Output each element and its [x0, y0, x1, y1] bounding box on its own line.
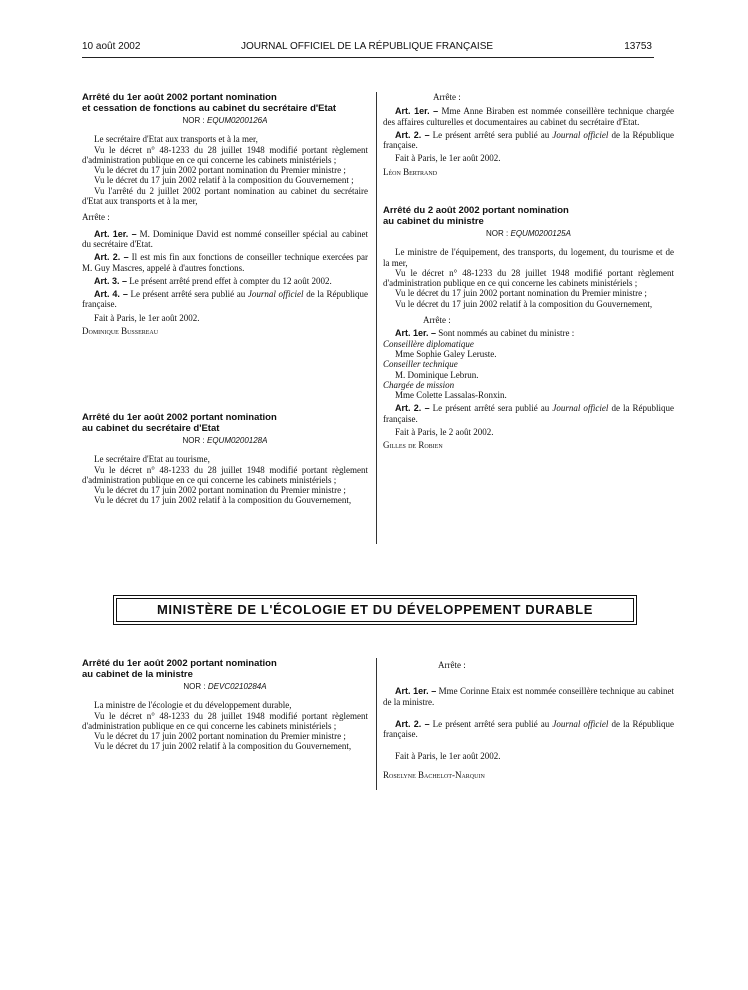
appointee-2: M. Dominique Lebrun.: [395, 369, 479, 380]
decree-left-top: [82, 93, 368, 336]
signing-date: Fait à Paris, le 1er août 2002.: [395, 751, 501, 762]
preamble-3: Vu le décret du 17 juin 2002 portant nomination du Premier ministre ;: [94, 485, 346, 496]
decree-title-line2: au cabinet du secrétaire d'Etat: [82, 422, 220, 434]
nor-reference: NOR : EQUM0200128A: [182, 436, 268, 445]
header-rule: [82, 57, 654, 58]
decree-title-line2: au cabinet de la ministre: [82, 668, 193, 680]
journal-title: JOURNAL OFFICIEL DE LA RÉPUBLIQUE FRANÇAISE: [240, 41, 494, 52]
article-2: Art. 2. – Le présent arrêté sera publié au Journal officiel de la République française.: [383, 403, 675, 424]
arrete-label: Arrête :: [433, 92, 461, 102]
preamble-4: Vu le décret du 17 juin 2002 relatif à la composition du Gouvernement,: [395, 298, 653, 309]
decree-title-line2: et cessation de fonctions au cabinet du secrétaire d'Etat: [82, 102, 337, 114]
nor-reference: NOR : EQUM0200125A: [486, 229, 571, 238]
signature: Gilles de Robien: [383, 440, 443, 451]
arrete-label: Arrête :: [438, 660, 466, 670]
preamble-1: La ministre de l'écologie et du développement durable,: [94, 700, 292, 711]
page-header: [82, 41, 652, 57]
decree-title-line2: au cabinet du ministre: [383, 215, 484, 227]
column-divider: [376, 92, 377, 544]
article-1: Art. 1er. – Mme Anne Biraben est nommée conseillère technique chargée des affaires culturelles et documentaires au cabinet du secrétaire d'Etat.: [383, 106, 675, 127]
decree-right-bottom: [383, 660, 674, 780]
appointee-1: Mme Sophie Galey Leruste.: [395, 348, 497, 359]
article-1: Art. 1er. – M. Dominique David est nommé conseiller spécial au cabinet du secrétaire d'Etat.: [82, 228, 369, 249]
arrete-label: Arrête :: [423, 315, 451, 326]
decree-title-line1: Arrêté du 1er août 2002 portant nomination: [82, 658, 277, 669]
preamble-3: Vu le décret du 17 juin 2002 portant nomination du Premier ministre ;: [94, 165, 346, 176]
column-divider-bottom: [376, 658, 377, 790]
decree-title-line1: Arrêté du 1er août 2002 portant nomination: [82, 412, 277, 423]
decree-title-line1: Arrêté du 2 août 2002 portant nomination: [383, 205, 569, 216]
nor-reference: NOR : EQUM0200126A: [182, 116, 268, 125]
preamble-3: Vu le décret du 17 juin 2002 portant nomination du Premier ministre ;: [395, 288, 647, 299]
role-heading-1: Conseillère diplomatique: [383, 338, 474, 349]
preamble-4: Vu le décret du 17 juin 2002 relatif à la composition du Gouvernement,: [94, 741, 352, 752]
preamble-4: Vu le décret du 17 juin 2002 relatif à la composition du Gouvernement ;: [94, 175, 354, 186]
role-heading-2: Conseiller technique: [383, 359, 458, 370]
page-number: 13753: [624, 41, 652, 52]
signing-date: Fait à Paris, le 1er août 2002.: [94, 312, 200, 323]
signature: Dominique Bussereau: [82, 326, 159, 337]
preamble-1: Le secrétaire d'Etat aux transports et à la mer,: [94, 134, 258, 145]
preamble-4: Vu le décret du 17 juin 2002 relatif à la composition du Gouvernement,: [94, 495, 352, 506]
decree-right-top: [383, 92, 674, 177]
signing-date: Fait à Paris, le 1er août 2002.: [395, 153, 501, 164]
article-2: Art. 2. – Il est mis fin aux fonctions de conseiller technique exercées par M. Guy Mascres, appelé à d'autres fonctions.: [82, 252, 369, 273]
preamble-3: Vu le décret du 17 juin 2002 portant nomination du Premier ministre ;: [94, 731, 346, 742]
nor-reference: NOR : DEVC0210284A: [183, 682, 267, 691]
signature: Léon Bertrand: [383, 166, 438, 177]
preamble-2: Vu le décret n° 48-1233 du 28 juillet 1948 modifié portant règlement d'administration publique en ce qui concerne les cabinets ministériels ;: [82, 144, 368, 165]
preamble-2: Vu le décret n° 48-1233 du 28 juillet 1948 modifié portant règlement d'administration publique en ce qui concerne les cabinets ministériels ;: [383, 267, 674, 289]
article-1: Art. 1er. – Mme Corinne Etaix est nommée conseillère technique au cabinet de la ministre.: [383, 686, 675, 707]
arrete-label: Arrête :: [82, 212, 110, 223]
issue-date: 10 août 2002: [82, 41, 141, 52]
decree-right-mid: [383, 206, 674, 451]
preamble-5: Vu l'arrêté du 2 juillet 2002 portant nomination au cabinet du secrétaire d'Etat aux transports et à la mer,: [82, 185, 368, 207]
preamble-2: Vu le décret n° 48-1233 du 28 juillet 1948 modifié portant règlement d'administration publique en ce qui concerne les cabinets ministériels ;: [82, 710, 368, 731]
signature: Roselyne Bachelot-Narquin: [383, 769, 485, 780]
ministry-banner: MINISTÈRE DE L'ÉCOLOGIE ET DU DÉVELOPPEMENT DURABLE: [116, 598, 634, 622]
signing-date: Fait à Paris, le 2 août 2002.: [395, 427, 494, 438]
article-2: Art. 2. – Le présent arrêté sera publié au Journal officiel de la République française.: [383, 718, 675, 740]
appointee-3: Mme Colette Lassalas-Ronxin.: [395, 390, 507, 401]
preamble-1: Le ministre de l'équipement, des transports, du logement, du tourisme et de la mer,: [383, 247, 674, 268]
preamble-2: Vu le décret n° 48-1233 du 28 juillet 1948 modifié portant règlement d'administration publique en ce qui concerne les cabinets ministériels ;: [82, 464, 368, 485]
decree-title-line1: Arrêté du 1er août 2002 portant nomination: [82, 92, 277, 103]
decree-left-mid: [82, 413, 368, 506]
role-heading-3: Chargée de mission: [383, 379, 455, 390]
preamble-1: Le secrétaire d'Etat au tourisme,: [94, 454, 210, 465]
article-3: Art. 3. – Le présent arrêté prend effet à compter du 12 août 2002.: [94, 275, 332, 286]
article-4: Art. 4. – Le présent arrêté sera publié au Journal officiel de la République française.: [82, 289, 369, 310]
decree-left-bottom: [82, 659, 368, 752]
article-2: Art. 2. – Le présent arrêté sera publié au Journal officiel de la République française.: [383, 129, 675, 151]
article-1: Art. 1er. – Sont nommés au cabinet du ministre :: [395, 328, 575, 339]
